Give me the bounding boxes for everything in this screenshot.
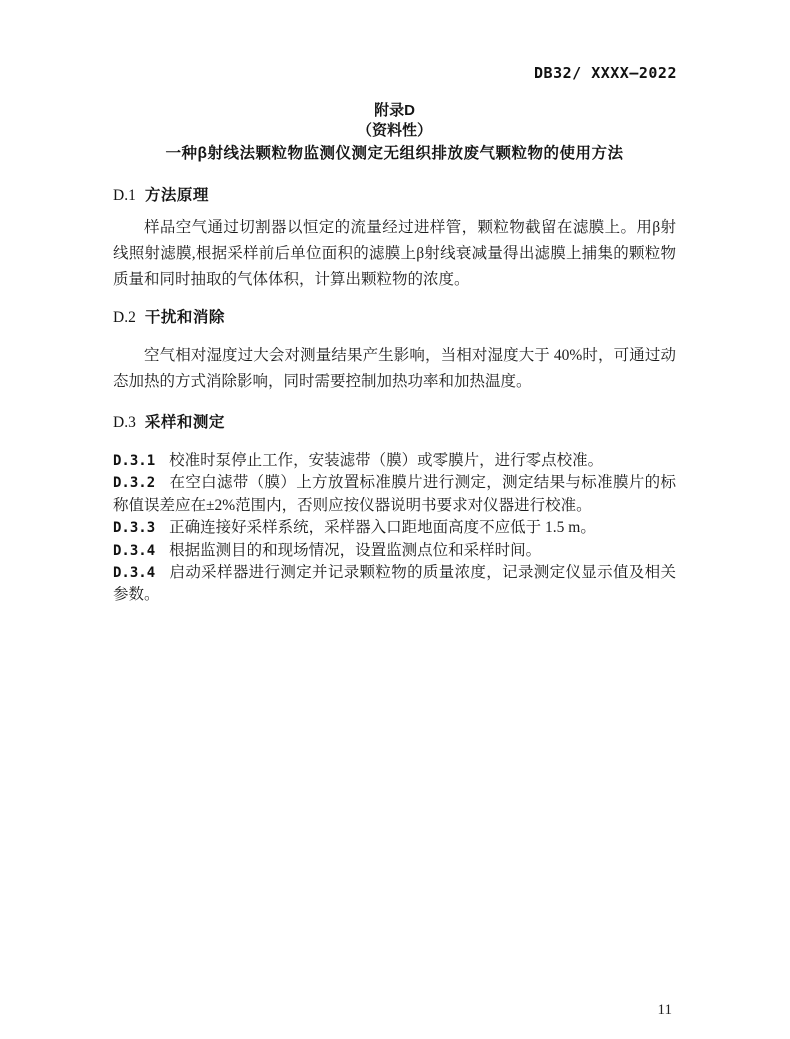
clause-number: D.3.4 [113, 565, 156, 582]
clause-text: 正确连接好采样系统，采样器入口距地面高度不应低于 1.5 m。 [169, 519, 596, 537]
clause-item [113, 472, 676, 517]
page-number: 11 [657, 1002, 672, 1018]
clause-item [113, 450, 676, 472]
clause-item [113, 540, 676, 562]
section-title: 方法原理 [144, 187, 209, 204]
clause-number: D.3.4 [113, 542, 156, 559]
clause-number: D.3.3 [113, 520, 156, 537]
clause-text: 校准时泵停止工作，安装滤带（膜）或零膜片，进行零点校准。 [169, 452, 604, 469]
section-d3-items [113, 450, 676, 607]
title-block [113, 101, 676, 165]
section-heading-d2 [113, 308, 676, 328]
appendix-note: （资料性） [356, 122, 432, 139]
clause-number: D.3.1 [113, 453, 156, 469]
clause-item [113, 562, 676, 607]
appendix-main-title: 一种β射线法颗粒物监测仪测定无组织排放废气颗粒物的使用方法 [165, 145, 624, 162]
section-number: D.2 [113, 309, 136, 326]
section-d2-paragraph: 空气相对湿度过大会对测量结果产生影响，当相对湿度大于 40%时，可通过动态加热的方式消除影响，同时需要控制加热功率和加热温度。 [113, 347, 676, 390]
section-d1-paragraph: 样品空气通过切割器以恒定的流量经过进样管，颗粒物截留在滤膜上。用β射线照射滤膜,根据采样前后单位面积的滤膜上β射线衰减量得出滤膜上捕集的颗粒物质量和同时抽取的气体体积，计算出颗粒物的浓度。 [113, 219, 676, 288]
section-title: 采样和测定 [144, 414, 225, 431]
section-heading-d3 [113, 413, 676, 433]
section-heading-d1 [113, 186, 676, 206]
section-title: 干扰和消除 [144, 309, 225, 326]
clause-number: D.3.2 [113, 475, 156, 492]
clause-text: 根据监测目的和现场情况，设置监测点位和采样时间。 [169, 541, 542, 559]
section-number: D.1 [113, 187, 136, 204]
section-number: D.3 [113, 414, 136, 431]
doc-code-header: DB32/ XXXX—2022 [534, 64, 677, 82]
clause-item [113, 517, 676, 539]
clause-text: 在空白滤带（膜）上方放置标准膜片进行测定，测定结果与标准膜片的标称值误差应在±2%范围内，否则应按仪器说明书要求对仪器进行校准。 [113, 474, 676, 514]
appendix-title: 附录D [374, 102, 415, 119]
clause-text: 启动采样器进行测定并记录颗粒物的质量浓度，记录测定仪显示值及相关参数。 [113, 564, 676, 604]
